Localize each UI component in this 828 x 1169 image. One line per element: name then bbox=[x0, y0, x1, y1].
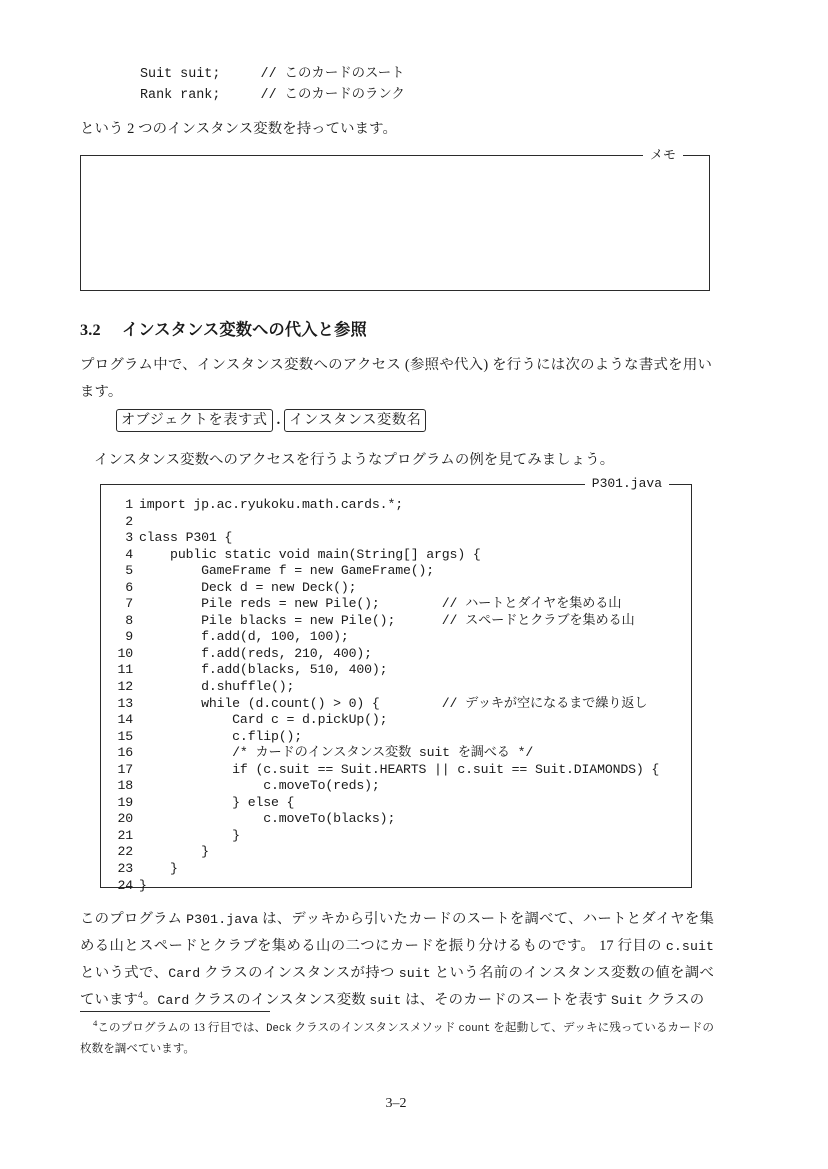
code-line-number: 21 bbox=[117, 827, 133, 843]
code-line bbox=[113, 861, 691, 878]
page-number: 3–2 bbox=[385, 1096, 407, 1111]
code-line bbox=[113, 514, 691, 531]
code-line-text: f.add(blacks, 510, 400); bbox=[139, 662, 388, 678]
code-line bbox=[113, 662, 691, 679]
explain-variable-name: suit bbox=[398, 966, 431, 981]
syntax-object-expression-box: オブジェクトを表す式 bbox=[116, 409, 273, 432]
code-line-number: 6 bbox=[125, 579, 133, 595]
footnote-reference-mark: 4 bbox=[137, 991, 143, 1002]
code-line-number: 19 bbox=[117, 794, 133, 810]
explain-text: という名前のインスタンス変数の値を調べています bbox=[80, 965, 715, 1008]
code-line-text: /* カードのインスタンス変数 suit を調べる */ bbox=[139, 745, 534, 761]
footnote-text: クラスのインスタンスメソッド bbox=[291, 1021, 459, 1034]
code-line bbox=[113, 811, 691, 828]
code-line bbox=[113, 629, 691, 646]
code-line-text: d.shuffle(); bbox=[139, 679, 295, 695]
code-line-text: c.flip(); bbox=[139, 728, 303, 744]
footnote bbox=[80, 1018, 714, 1059]
code-line bbox=[113, 745, 691, 762]
code-listing-box bbox=[100, 476, 692, 893]
top-code-snippet bbox=[140, 64, 405, 106]
explain-class-name: Suit bbox=[611, 993, 644, 1008]
explain-text: は、そのカードのスートを表す bbox=[401, 992, 611, 1008]
footnote-text: このプログラムの 13 行目では、 bbox=[97, 1021, 267, 1034]
explain-text: クラスのインスタンス変数 bbox=[189, 992, 370, 1008]
code-line-text: GameFrame f = new GameFrame(); bbox=[139, 563, 435, 579]
code-line-number: 13 bbox=[117, 695, 133, 711]
syntax-dot-separator: . bbox=[276, 412, 281, 428]
code-line bbox=[113, 646, 691, 663]
code-line-number: 12 bbox=[117, 679, 133, 695]
explain-class-name: Card bbox=[157, 993, 190, 1008]
explain-variable-name: suit bbox=[369, 993, 402, 1008]
code-line-text: if (c.suit == Suit.HEARTS || c.suit == Suit.DIAMONDS) { bbox=[139, 761, 660, 777]
explain-text: クラスの bbox=[643, 992, 705, 1008]
code-line-number: 11 bbox=[117, 662, 133, 678]
footnote-class-name: Deck bbox=[266, 1023, 292, 1035]
code-line-text: } bbox=[139, 844, 209, 860]
code-line-text: f.add(d, 100, 100); bbox=[139, 629, 349, 645]
code-line bbox=[113, 596, 691, 613]
code-line bbox=[113, 696, 691, 713]
memo-box-label: メモ bbox=[643, 146, 683, 164]
code-line-number: 3 bbox=[125, 530, 133, 546]
code-line bbox=[113, 712, 691, 729]
code-line bbox=[113, 762, 691, 779]
code-line bbox=[113, 547, 691, 564]
explain-text: 。 bbox=[142, 992, 158, 1008]
code-line-text: } else { bbox=[139, 794, 295, 810]
footnote-rule bbox=[80, 1011, 270, 1012]
code-line-text: f.add(reds, 210, 400); bbox=[139, 645, 372, 661]
explain-class-name: Card bbox=[168, 966, 201, 981]
code-line bbox=[113, 613, 691, 630]
footnote-method-name: count bbox=[458, 1023, 491, 1035]
code-line-text: c.moveTo(reds); bbox=[139, 778, 380, 794]
code-line-text: class P301 { bbox=[139, 530, 233, 546]
footnote-number: 4 bbox=[93, 1018, 98, 1029]
code-line-number: 16 bbox=[117, 745, 133, 761]
code-line-number: 17 bbox=[117, 761, 133, 777]
section-number: 3.2 bbox=[80, 321, 101, 339]
paragraph-access: プログラム中で、インスタンス変数へのアクセス (参照や代入) を行うには次のような書式を用います。 bbox=[80, 357, 712, 400]
memo-box[interactable] bbox=[80, 147, 710, 291]
code-line bbox=[113, 679, 691, 696]
code-line-number: 20 bbox=[117, 811, 133, 827]
code-listing-filename: P301.java bbox=[585, 475, 669, 493]
code-line bbox=[113, 844, 691, 861]
explain-text: という式で、 bbox=[80, 965, 169, 981]
code-line-number: 14 bbox=[117, 712, 133, 728]
code-line-number: 22 bbox=[117, 844, 133, 860]
code-line-number: 5 bbox=[125, 563, 133, 579]
code-line bbox=[113, 778, 691, 795]
code-line-number: 2 bbox=[125, 513, 133, 529]
paragraph-explanation bbox=[80, 906, 714, 1014]
code-line-text: } bbox=[139, 827, 240, 843]
explain-text: このプログラム bbox=[80, 911, 187, 927]
code-listing-lines bbox=[101, 485, 691, 894]
code-line-text: c.moveTo(blacks); bbox=[139, 811, 396, 827]
listing-lead-in: インスタンス変数へのアクセスを行うようなプログラムの例を見てみましょう。 bbox=[94, 452, 615, 468]
syntax-variable-name-box: インスタンス変数名 bbox=[284, 409, 426, 432]
code-line-number: 9 bbox=[125, 629, 133, 645]
footnote-text: を起動して、デッキに残っているカードの枚数を調べています。 bbox=[80, 1021, 715, 1055]
code-line-text: Deck d = new Deck(); bbox=[139, 579, 357, 595]
snippet-line: Rank rank; // このカードのランク bbox=[140, 88, 405, 103]
code-line-number: 23 bbox=[117, 861, 133, 877]
code-line-text: } bbox=[139, 861, 178, 877]
code-line-text: Pile blacks = new Pile(); // スペードとクラブを集める山 bbox=[139, 612, 635, 628]
code-line-number: 24 bbox=[117, 877, 133, 893]
explain-filename: P301.java bbox=[186, 912, 259, 927]
code-line bbox=[113, 580, 691, 597]
code-line bbox=[113, 563, 691, 580]
section-heading bbox=[80, 316, 367, 340]
document-page bbox=[80, 0, 715, 1169]
snippet-line: Suit suit; // このカードのスート bbox=[140, 67, 405, 82]
explain-text: は、デッキから引いたカードのスートを調べて、ハートとダイヤを集める山とスペードとクラブを集める山の二つにカードを振り分けるものです。 17 行目の bbox=[80, 911, 714, 954]
code-line-text: Pile reds = new Pile(); // ハートとダイヤを集める山 bbox=[139, 596, 622, 612]
explain-text: クラスのインスタンスが持つ bbox=[200, 965, 399, 981]
code-line bbox=[113, 878, 691, 895]
code-line-text: public static void main(String[] args) { bbox=[139, 546, 481, 562]
code-line-text: while (d.count() > 0) { // デッキが空になるまで繰り返し bbox=[139, 695, 648, 711]
code-line bbox=[113, 795, 691, 812]
intro-paragraph: という 2 つのインスタンス変数を持っています。 bbox=[80, 121, 397, 137]
code-line-number: 18 bbox=[117, 778, 133, 794]
code-line bbox=[113, 497, 691, 514]
explain-expression: c.suit bbox=[665, 939, 714, 954]
code-line-number: 10 bbox=[117, 645, 133, 661]
code-line bbox=[113, 828, 691, 845]
section-title: インスタンス変数への代入と参照 bbox=[122, 321, 367, 339]
code-line-number: 1 bbox=[125, 497, 133, 512]
code-line-text: import jp.ac.ryukoku.math.cards.*; bbox=[139, 497, 403, 512]
syntax-notation bbox=[116, 409, 426, 432]
code-line-text: Card c = d.pickUp(); bbox=[139, 712, 388, 728]
code-line bbox=[113, 530, 691, 547]
code-line bbox=[113, 729, 691, 746]
code-line-number: 15 bbox=[117, 728, 133, 744]
code-line-number: 8 bbox=[125, 612, 133, 628]
code-line-number: 7 bbox=[125, 596, 133, 612]
code-line-text: } bbox=[139, 877, 147, 893]
code-line-number: 4 bbox=[125, 546, 133, 562]
